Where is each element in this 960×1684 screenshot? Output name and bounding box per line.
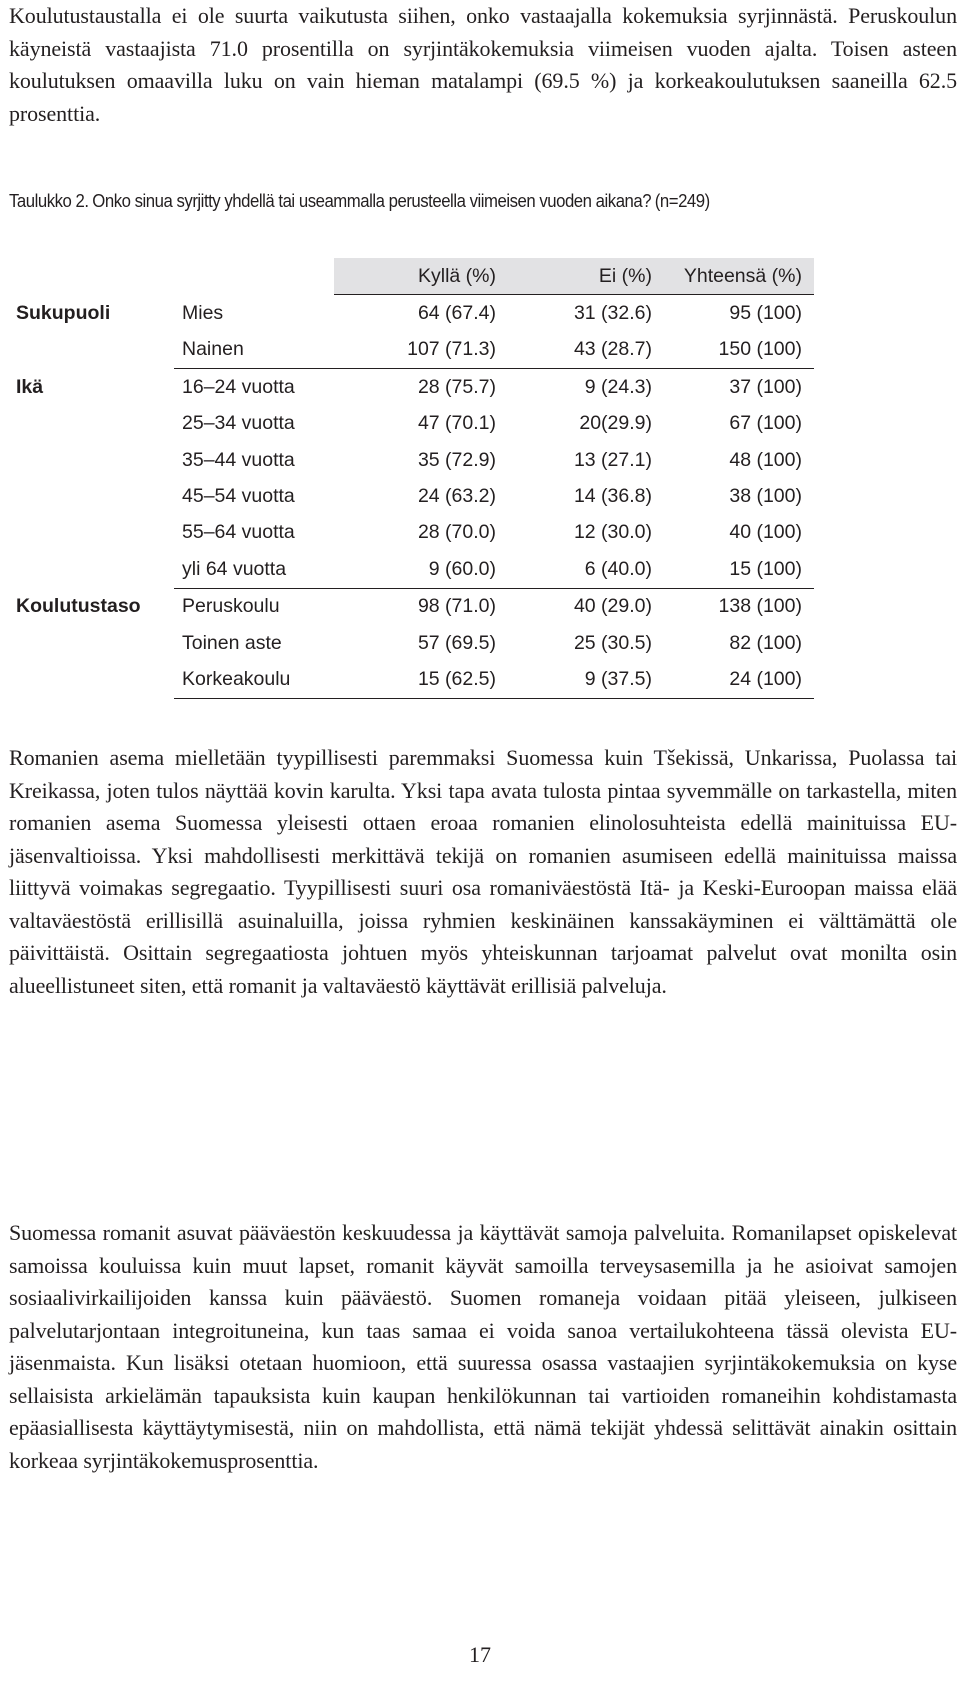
cell-no: 9 (37.5)	[518, 661, 652, 698]
row-group-label	[8, 661, 174, 698]
table-body	[8, 295, 814, 698]
row-subgroup-label: 16–24 vuotta	[182, 375, 295, 398]
cell-yes: 9 (60.0)	[334, 551, 518, 588]
row-subgroup-label: Korkeakoulu	[174, 661, 334, 698]
row-group-label: Koulutustaso	[16, 594, 141, 617]
cell-yes: 28 (75.7)	[417, 375, 496, 398]
cell-total: 82 (100)	[729, 631, 802, 654]
table-row	[8, 406, 814, 442]
cell-no: 9 (24.3)	[584, 375, 652, 398]
table-row	[8, 661, 814, 698]
header-no: Ei (%)	[518, 258, 652, 295]
cell-yes: 107 (71.3)	[334, 332, 518, 369]
cell-yes: 15 (62.5)	[334, 661, 518, 698]
table-row	[8, 442, 814, 478]
table-caption	[9, 191, 891, 212]
header-total: Yhteensä (%)	[652, 258, 814, 295]
table-caption-n: (n=249)	[654, 191, 710, 211]
row-group-label: Ikä	[16, 375, 44, 398]
cell-total: 67 (100)	[729, 412, 802, 435]
cell-total: 40 (100)	[729, 521, 802, 544]
cell-no: 40 (29.0)	[573, 595, 652, 618]
header-yes: Kyllä (%)	[334, 258, 518, 295]
table-caption-label: Taulukko 2.	[9, 191, 89, 211]
table-row	[8, 588, 814, 625]
row-subgroup-label: Nainen	[174, 332, 334, 369]
cell-no: 43 (28.7)	[518, 332, 652, 369]
row-subgroup-label: 35–44 vuotta	[182, 448, 295, 471]
table-row	[8, 515, 814, 551]
page-number: 17	[469, 1642, 491, 1667]
cell-total: 15 (100)	[652, 551, 814, 588]
table-caption-text: Onko sinua syrjitty yhdellä tai useammalla perusteella viimeisen vuoden aikana?	[92, 191, 652, 211]
cell-yes: 28 (70.0)	[417, 521, 496, 544]
cell-total: 38 (100)	[729, 485, 802, 508]
cell-yes: 57 (69.5)	[417, 631, 496, 654]
paragraph-finland: Suomessa romanit asuvat pääväestön keskuudessa ja käyttävät samoja palveluita. Romanilapset opiskelevat samoissa kouluissa kuin muut lapset, romanit käyvät samoilla terveysasemilla ja he asioivat samojen sosiaalivirkailijoiden kanssa kuin pääväestö. Suomen romaneja voidaan pitää yleiseen, julkiseen palvelutarjontaan integroituneina, kun taas samaa ei voida sanoa vertailukohteena tässä olevista EU-jäsenmaista. Kun lisäksi otetaan huomioon, että suuressa osassa vastaajien syrjintäkokemuksia on kyse sellaisista arkielämän tapauksista kuin kaupan henkilökunnan tai vartioiden romaneihin kohdistamasta epäasiallisesta käyttäytymisestä, niin on mahdollista, että nämä tekijät yhdessä selittävät ainakin osittain korkeaa syrjintäkokemusprosenttia.	[9, 1220, 957, 1473]
cell-no: 31 (32.6)	[573, 302, 652, 325]
cell-no: 12 (30.0)	[573, 521, 652, 544]
table-row	[8, 478, 814, 514]
row-group-label	[8, 551, 174, 588]
table-row	[8, 369, 814, 406]
cell-no: 13 (27.1)	[573, 448, 652, 471]
row-group-label	[8, 406, 174, 442]
row-subgroup-label: 25–34 vuotta	[182, 412, 295, 435]
cell-yes: 64 (67.4)	[417, 302, 496, 325]
cell-yes: 35 (72.9)	[417, 448, 496, 471]
cell-no: 25 (30.5)	[573, 631, 652, 654]
discrimination-table	[8, 258, 814, 699]
row-subgroup-label: yli 64 vuotta	[174, 551, 334, 588]
cell-total: 95 (100)	[729, 302, 802, 325]
cell-no: 14 (36.8)	[573, 485, 652, 508]
cell-no: 6 (40.0)	[518, 551, 652, 588]
row-subgroup-label: 55–64 vuotta	[182, 521, 295, 544]
row-group-label: Sukupuoli	[16, 301, 111, 324]
row-group-label	[8, 625, 174, 661]
row-group-label	[8, 515, 174, 551]
cell-yes: 98 (71.0)	[417, 595, 496, 618]
paragraph-comparison: Romanien asema mielletään tyypillisesti paremmaksi Suomessa kuin Tšekissä, Unkarissa, Puolassa tai Kreikassa, joten tulos näyttää kovin karulta. Yksi tapa avata tulosta pintaa syvemmälle on tarkastella, miten romanien asema Suomessa yleisesti ottaen eroaa romanien elinolosuhteista edellä mainituissa EU-jäsenvaltioissa. Yksi mahdollisesti merkittävä tekijä on romanien asumiseen edellä mainituissa maissa liittyvä voimakas segregaatio. Tyypillisesti suuri osa romaniväestöstä Itä- ja Keski-Euroopan maissa elää valtaväestöstä erillisillä asuinaluilla, joissa ryhmien keskinäinen kanssakäyminen ei välttämättä ole päivittäistä. Osittain segregaatiosta johtuen myös yhteiskunnan tarjoamat palvelut ovat monilta osin alueellistuneet siten, että romanit ja valtaväestö käyttävät erillisiä palveluja.	[9, 745, 957, 998]
table-row	[8, 332, 814, 369]
cell-total: 37 (100)	[729, 375, 802, 398]
cell-yes: 47 (70.1)	[417, 412, 496, 435]
cell-no: 20(29.9)	[579, 412, 652, 435]
row-subgroup-label: Toinen aste	[182, 631, 282, 654]
paragraph-intro: Koulutustaustalla ei ole suurta vaikutusta siihen, onko vastaajalla kokemuksia syrjinnästä. Peruskoulun käyneistä vastaajista 71.0 prosentilla on syrjintäkokemuksia viimeisen vuoden ajalta. Toisen asteen koulutuksen omaavilla luku on vain hieman matalampi (69.5 %) ja korkeakoulutuksen saaneilla 62.5 prosenttia.	[9, 3, 957, 126]
row-group-label	[8, 442, 174, 478]
table-header-row	[8, 258, 814, 295]
row-subgroup-label: Peruskoulu	[182, 595, 280, 618]
row-subgroup-label: 45–54 vuotta	[182, 485, 295, 508]
cell-total: 24 (100)	[652, 661, 814, 698]
header-empty-group	[8, 258, 174, 295]
row-subgroup-label: Mies	[182, 301, 224, 324]
table-row	[8, 295, 814, 332]
cell-total: 138 (100)	[718, 595, 802, 618]
cell-total: 150 (100)	[652, 332, 814, 369]
row-group-label	[8, 332, 174, 369]
cell-total: 48 (100)	[729, 448, 802, 471]
table-row	[8, 551, 814, 588]
row-group-label	[8, 478, 174, 514]
table-row	[8, 625, 814, 661]
cell-yes: 24 (63.2)	[417, 485, 496, 508]
header-empty-subgroup	[174, 258, 334, 295]
